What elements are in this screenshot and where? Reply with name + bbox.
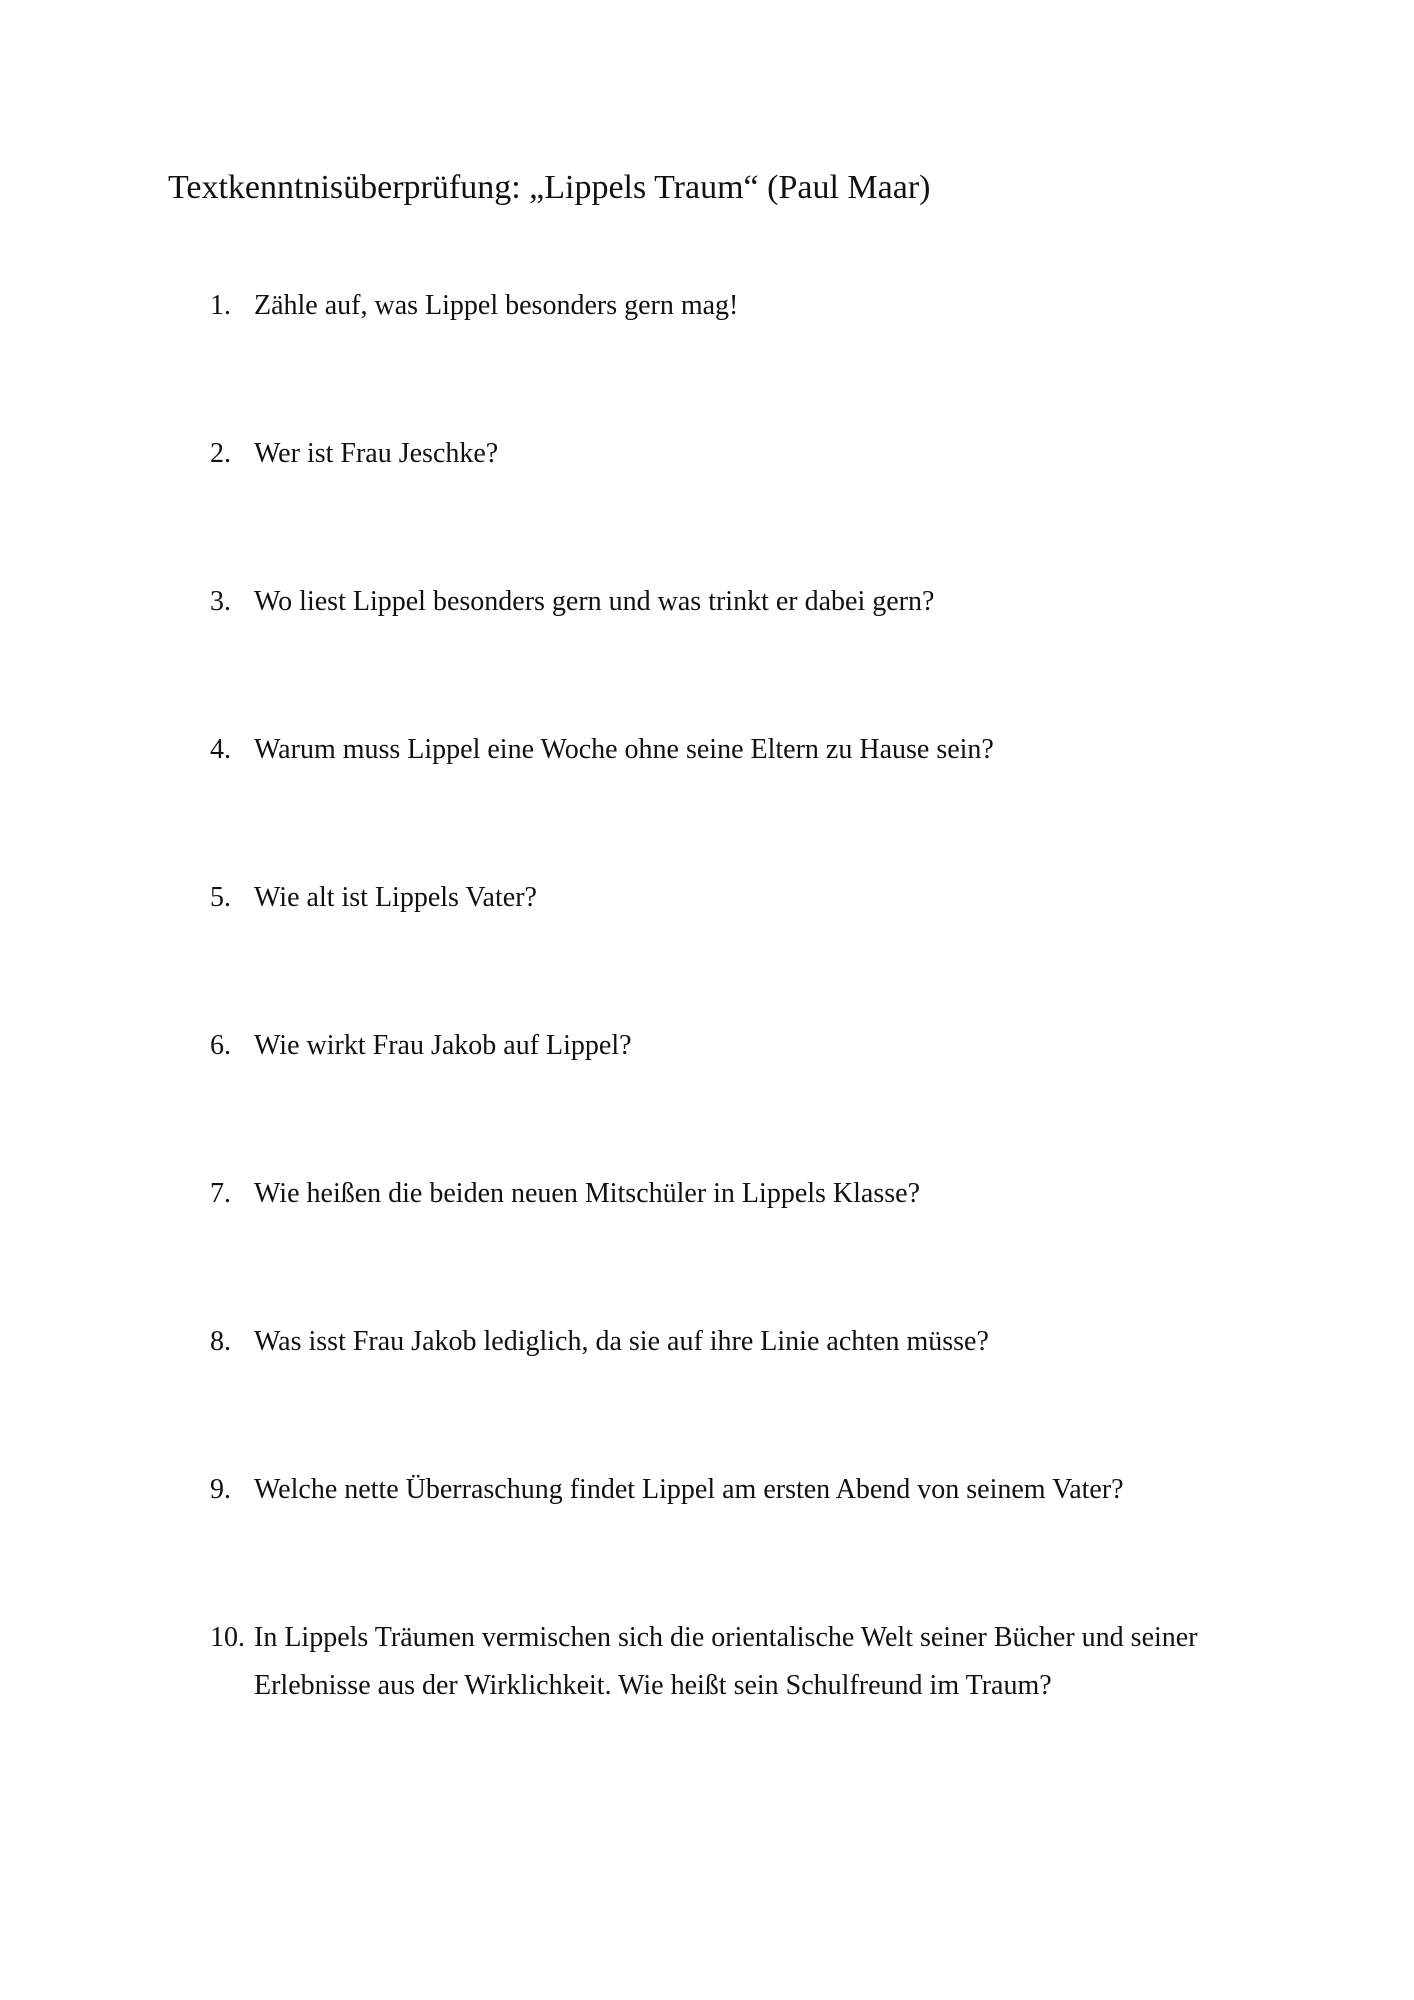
question-text: Wie alt ist Lippels Vater? bbox=[254, 882, 537, 913]
question-item bbox=[210, 1614, 1270, 1710]
question-number: 6. bbox=[210, 1030, 231, 1061]
question-item bbox=[210, 874, 1270, 922]
question-text: Welche nette Überraschung findet Lippel am ersten Abend von seinem Vater? bbox=[254, 1474, 1124, 1505]
question-text: Wo liest Lippel besonders gern und was trinkt er dabei gern? bbox=[254, 586, 935, 617]
question-item bbox=[210, 430, 1270, 478]
question-number: 4. bbox=[210, 734, 231, 765]
question-number: 5. bbox=[210, 882, 231, 913]
question-number: 10. bbox=[210, 1622, 245, 1653]
question-number: 7. bbox=[210, 1178, 231, 1209]
question-item bbox=[210, 578, 1270, 626]
question-number: 9. bbox=[210, 1474, 231, 1505]
question-item bbox=[210, 1170, 1270, 1218]
question-item bbox=[210, 1466, 1270, 1514]
question-number: 8. bbox=[210, 1326, 231, 1357]
question-number: 2. bbox=[210, 438, 231, 469]
question-item bbox=[210, 726, 1270, 774]
question-item bbox=[210, 1022, 1270, 1070]
question-text: In Lippels Träumen vermischen sich die orientalische Welt seiner Bücher und seiner Erlebnisse aus der Wirklichkeit. Wie heißt sein Schulfreund im Traum? bbox=[254, 1622, 1198, 1701]
question-text: Zähle auf, was Lippel besonders gern mag! bbox=[254, 290, 739, 321]
question-number: 1. bbox=[210, 290, 231, 321]
question-item bbox=[210, 1318, 1270, 1366]
question-number: 3. bbox=[210, 586, 231, 617]
question-text: Warum muss Lippel eine Woche ohne seine Eltern zu Hause sein? bbox=[254, 734, 994, 765]
question-text: Wer ist Frau Jeschke? bbox=[254, 438, 499, 469]
question-item bbox=[210, 282, 1270, 330]
question-text: Was isst Frau Jakob lediglich, da sie auf ihre Linie achten müsse? bbox=[254, 1326, 989, 1357]
question-text: Wie heißen die beiden neuen Mitschüler in Lippels Klasse? bbox=[254, 1178, 920, 1209]
worksheet-title: Textkenntnisüberprüfung: „Lippels Traum“ (Paul Maar) bbox=[168, 169, 931, 206]
question-text: Wie wirkt Frau Jakob auf Lippel? bbox=[254, 1030, 632, 1061]
